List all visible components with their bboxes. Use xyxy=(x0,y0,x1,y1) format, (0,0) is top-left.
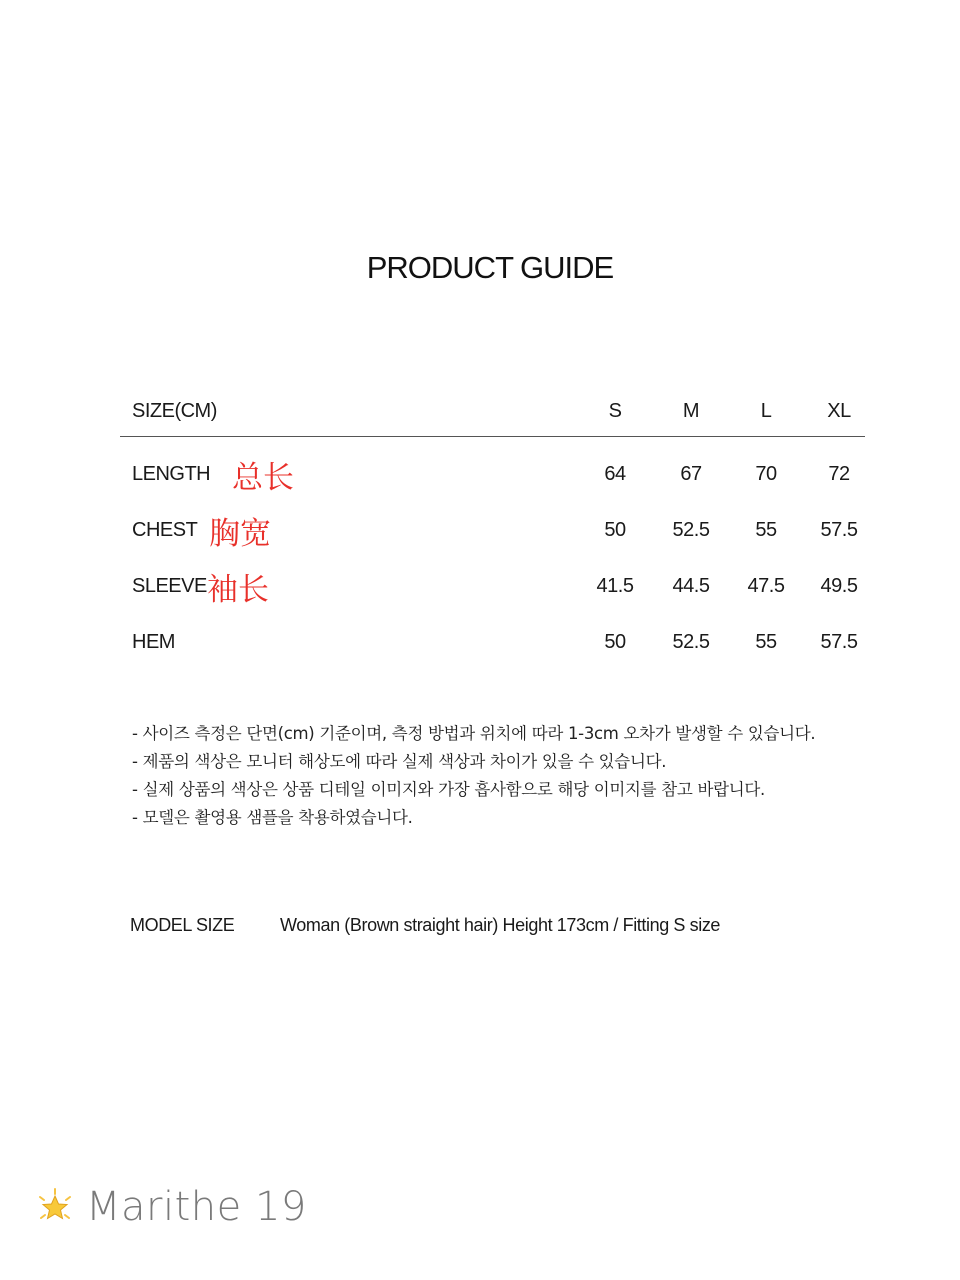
cell-chest-xl: 57.5 xyxy=(820,519,858,541)
annotation-chest: 胸宽 xyxy=(209,516,271,552)
note-line: - 제품의 색상은 모니터 해상도에 따라 실제 색상과 차이가 있을 수 있습니다. xyxy=(132,752,667,771)
watermark-text: Marithe 19 xyxy=(86,1184,307,1230)
table-header-row xyxy=(120,390,865,437)
model-size-label: MODEL SIZE xyxy=(130,915,235,935)
cell-hem-m: 52.5 xyxy=(672,631,710,653)
cell-length-m: 67 xyxy=(680,463,702,485)
cell-chest-s: 50 xyxy=(604,519,626,541)
cell-sleeve-s: 41.5 xyxy=(596,575,634,597)
page-title: PRODUCT GUIDE xyxy=(366,250,614,285)
size-column-header: SIZE(CM) xyxy=(132,400,217,422)
table-row-length xyxy=(120,449,865,505)
star-icon xyxy=(36,1188,74,1226)
note-line: - 모델은 촬영용 샘플을 착용하였습니다. xyxy=(132,808,413,827)
annotation-length: 总长 xyxy=(232,460,294,496)
row-label-hem: HEM xyxy=(132,631,175,653)
row-label-sleeve: SLEEVE xyxy=(132,575,207,597)
table-row-hem xyxy=(120,617,865,673)
size-header-s: S xyxy=(608,400,622,422)
row-label-length: LENGTH xyxy=(132,463,211,485)
cell-sleeve-m: 44.5 xyxy=(672,575,710,597)
note-line: - 사이즈 측정은 단면(cm) 기준이며, 측정 방법과 위치에 따라 1-3cm 오차가 발생할 수 있습니다. xyxy=(132,724,816,743)
size-header-xl: XL xyxy=(827,400,851,422)
cell-length-s: 64 xyxy=(604,463,626,485)
model-size-value: Woman (Brown straight hair) Height 173cm / Fitting S size xyxy=(280,915,721,935)
cell-length-xl: 72 xyxy=(828,463,850,485)
note-line: - 실제 상품의 색상은 상품 디테일 이미지와 가장 흡사함으로 해당 이미지를 참고 바랍니다. xyxy=(132,780,765,799)
table-row-sleeve xyxy=(120,561,865,617)
size-table xyxy=(120,390,865,673)
cell-hem-l: 55 xyxy=(755,631,777,653)
cell-hem-s: 50 xyxy=(604,631,626,653)
annotation-sleeve: 袖长 xyxy=(207,572,269,608)
row-label-chest: CHEST xyxy=(132,519,198,541)
size-header-l: L xyxy=(760,400,772,422)
cell-sleeve-l: 47.5 xyxy=(747,575,785,597)
table-row-chest xyxy=(120,505,865,561)
cell-chest-m: 52.5 xyxy=(672,519,710,541)
measurement-notes xyxy=(132,720,815,832)
cell-sleeve-xl: 49.5 xyxy=(820,575,858,597)
cell-chest-l: 55 xyxy=(755,519,777,541)
cell-hem-xl: 57.5 xyxy=(820,631,858,653)
size-header-m: M xyxy=(682,400,700,422)
watermark xyxy=(36,1180,307,1234)
cell-length-l: 70 xyxy=(755,463,777,485)
